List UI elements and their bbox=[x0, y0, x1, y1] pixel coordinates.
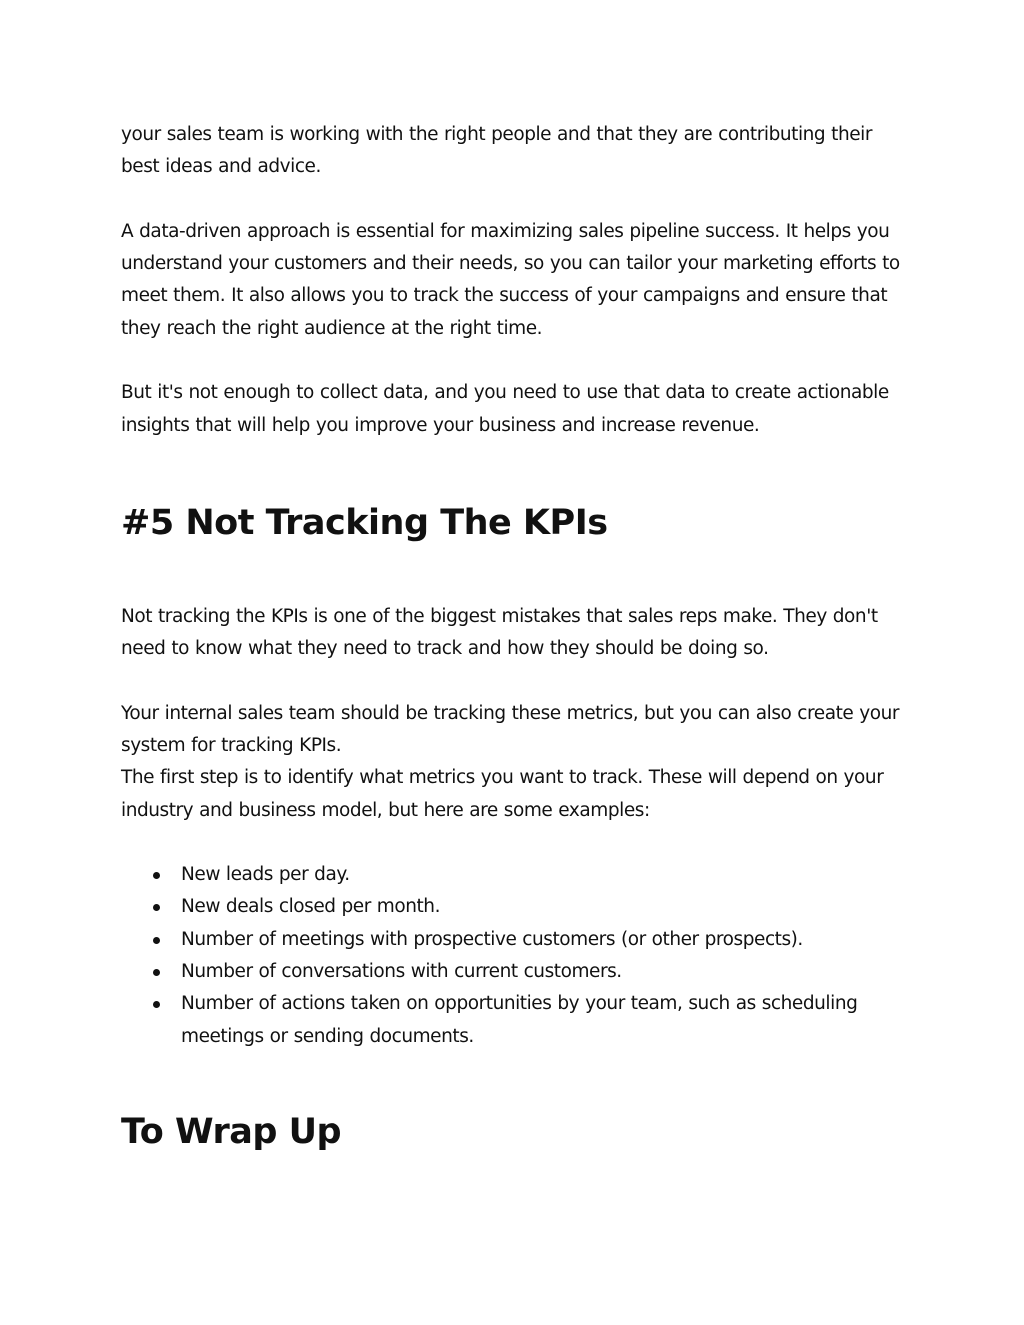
heading-not-tracking-kpis: #5 Not Tracking The KPIs bbox=[121, 502, 608, 543]
bullet-icon bbox=[153, 872, 160, 879]
list-item-text: New deals closed per month. bbox=[181, 896, 441, 918]
paragraph-data-driven: A data-driven approach is essential for maximizing sales pipeline success. It helps you understand your customers and their needs, so you can tailor your marketing efforts to meet them. It also allows you to track the success of your campaigns and ensure that they reach the right audience at the right time. bbox=[121, 220, 900, 339]
list-item bbox=[121, 988, 911, 1053]
list-item-text: Number of actions taken on opportunities by your team, such as scheduling meetings or sending documents. bbox=[181, 993, 858, 1047]
list-item-text: New leads per day. bbox=[181, 864, 350, 886]
list-item bbox=[121, 891, 911, 923]
kpi-examples-list bbox=[121, 859, 911, 1053]
heading-to-wrap-up: To Wrap Up bbox=[121, 1111, 342, 1152]
list-item bbox=[121, 956, 911, 988]
bullet-icon bbox=[153, 969, 160, 976]
list-item bbox=[121, 924, 911, 956]
paragraph-team-ideas: your sales team is working with the right people and that they are contributing their best ideas and advice. bbox=[121, 124, 872, 178]
list-item-text: Number of meetings with prospective customers (or other prospects). bbox=[181, 928, 803, 950]
paragraph-first-step: The first step is to identify what metrics you want to track. These will depend on your industry and business model, but here are some examples: bbox=[121, 767, 884, 821]
paragraph-internal-team: Your internal sales team should be tracking these metrics, but you can also create your system for tracking KPIs. bbox=[121, 702, 900, 757]
bullet-icon bbox=[153, 1001, 160, 1008]
paragraph-kpi-mistake: Not tracking the KPIs is one of the biggest mistakes that sales reps make. They don't need to know what they need to track and how they should be doing so. bbox=[121, 605, 878, 660]
list-item bbox=[121, 859, 911, 891]
list-item-text: Number of conversations with current customers. bbox=[181, 960, 622, 982]
bullet-icon bbox=[153, 937, 160, 944]
bullet-icon bbox=[153, 904, 160, 911]
document-body bbox=[121, 119, 911, 1154]
paragraph-actionable-insights: But it's not enough to collect data, and you need to use that data to create actionable insights that will help you improve your business and increase revenue. bbox=[121, 382, 889, 436]
